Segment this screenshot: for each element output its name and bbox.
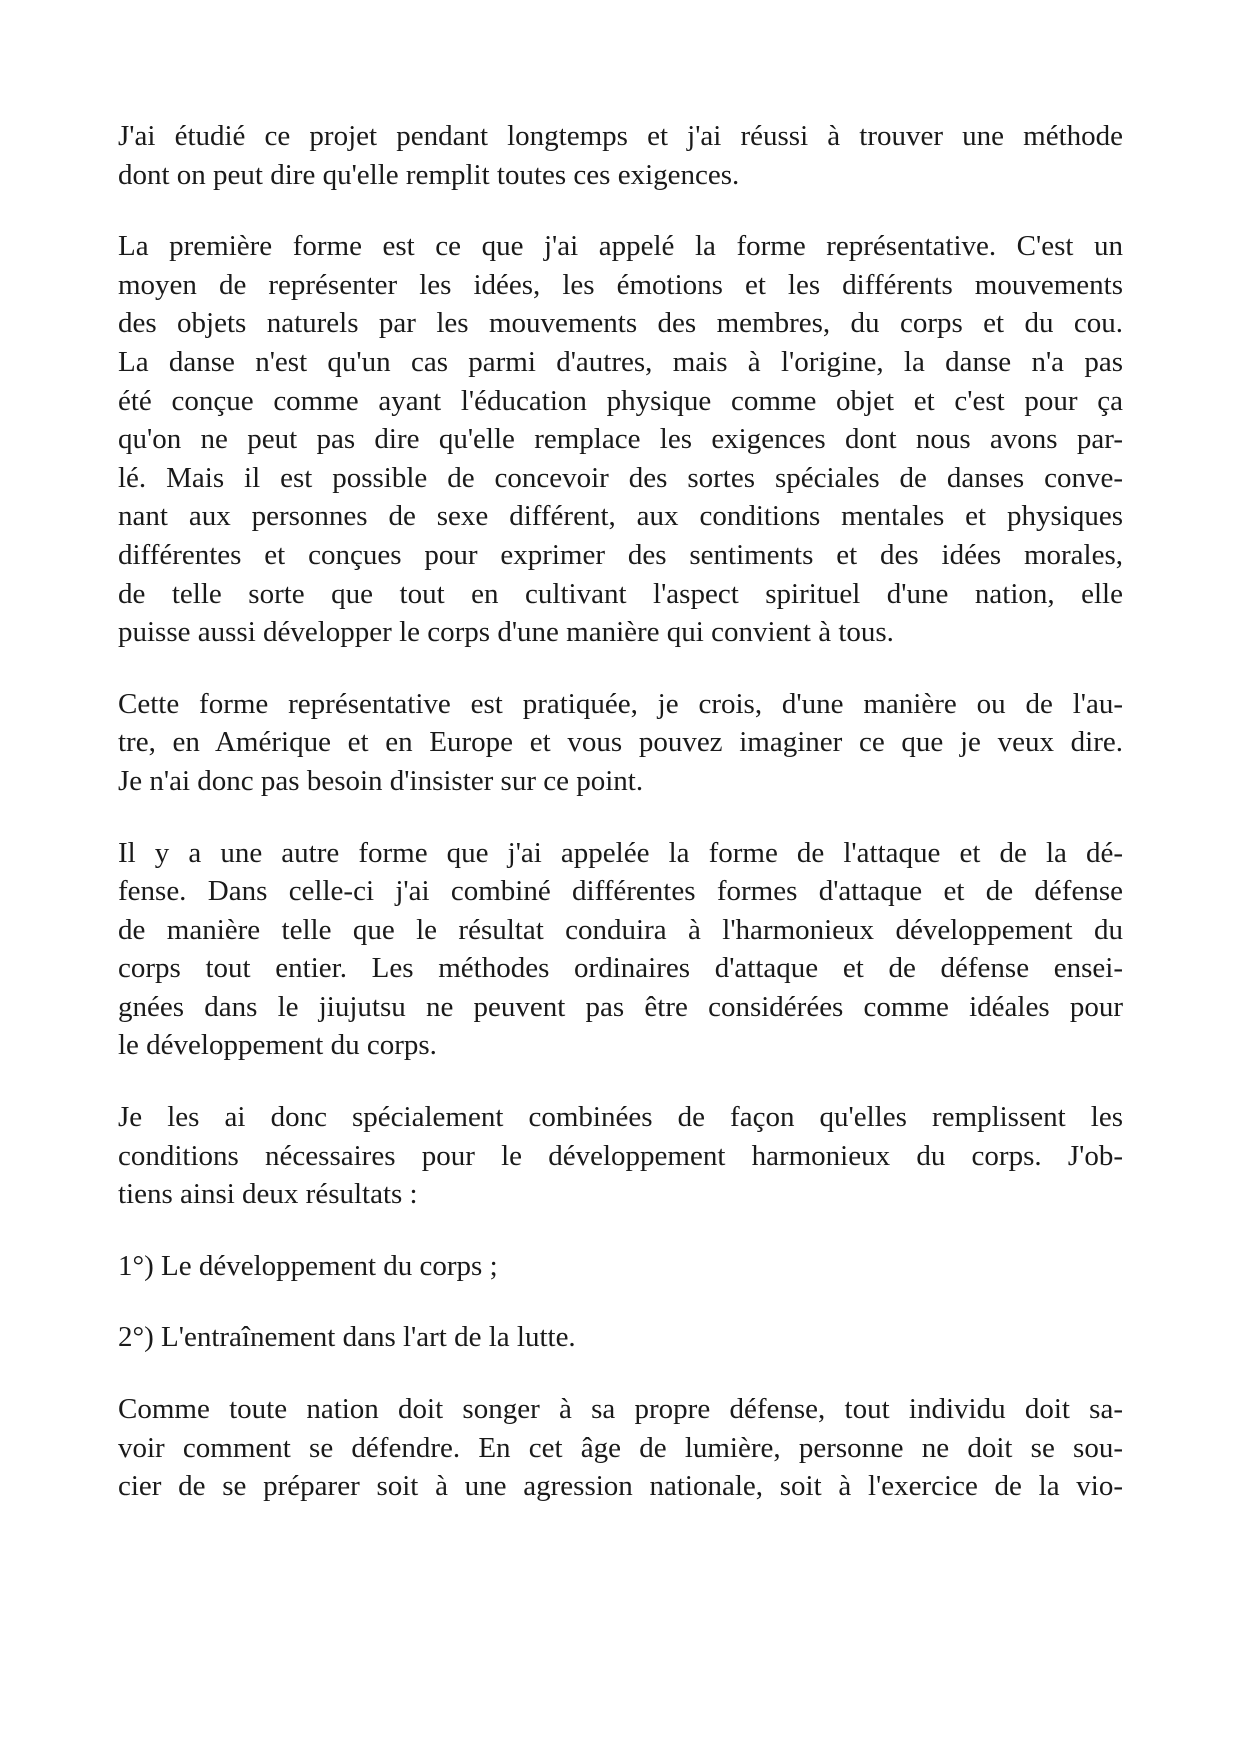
- text-line: J'ai étudié ce projet pendant longtemps et j'ai réussi à trouver une méthode: [118, 120, 1123, 152]
- text-line: de telle sorte que tout en cultivant l'aspect spirituel d'une nation, elle: [118, 577, 1123, 610]
- text-line: lé. Mais il est possible de concevoir des sortes spéciales de danses conve-: [118, 461, 1123, 494]
- paragraph-5: [118, 1098, 1123, 1214]
- text-line: été conçue comme ayant l'éducation physique comme objet et c'est pour ça: [118, 384, 1123, 417]
- list-item-2: [118, 1318, 1123, 1357]
- paragraph-4: [118, 834, 1123, 1066]
- document-body: [118, 117, 1123, 1539]
- paragraph-3: [118, 685, 1123, 801]
- text-line: le développement du corps.: [118, 1029, 437, 1062]
- text-line: Il y a une autre forme que j'ai appelée la forme de l'attaque et de la dé-: [118, 836, 1123, 869]
- text-line: moyen de représenter les idées, les émotions et les différents mouvements: [118, 268, 1123, 301]
- text-line: différentes et conçues pour exprimer des sentiments et des idées morales,: [118, 538, 1123, 571]
- text-line: La danse n'est qu'un cas parmi d'autres, mais à l'origine, la danse n'a pas: [118, 345, 1123, 378]
- text-line: conditions nécessaires pour le développement harmonieux du corps. J'ob-: [118, 1139, 1123, 1172]
- text-line: tre, en Amérique et en Europe et vous pouvez imaginer ce que je veux dire.: [118, 726, 1123, 759]
- text-line: Cette forme représentative est pratiquée, je crois, d'une manière ou de l'au-: [118, 687, 1123, 720]
- text-line: cier de se préparer soit à une agression nationale, soit à l'exercice de la vio-: [118, 1470, 1123, 1503]
- text-line: nant aux personnes de sexe différent, aux conditions mentales et physiques: [118, 500, 1123, 533]
- text-line: corps tout entier. Les méthodes ordinaires d'attaque et de défense ensei-: [118, 952, 1123, 985]
- text-line: voir comment se défendre. En cet âge de lumière, personne ne doit se sou-: [118, 1431, 1123, 1464]
- text-line: dont on peut dire qu'elle remplit toutes ces exigences.: [118, 158, 740, 191]
- text-line: de manière telle que le résultat conduira à l'harmonieux développement du: [118, 913, 1123, 946]
- text-line: gnées dans le jiujutsu ne peuvent pas être considérées comme idéales pour: [118, 990, 1123, 1023]
- list-item-1: [118, 1247, 1123, 1286]
- text-line: 2°) L'entraînement dans l'art de la lutte.: [118, 1321, 576, 1354]
- paragraph-1: [118, 117, 1123, 194]
- text-line: fense. Dans celle-ci j'ai combiné différentes formes d'attaque et de défense: [118, 875, 1123, 908]
- text-line: 1°) Le développement du corps ;: [118, 1249, 498, 1282]
- text-line: Je n'ai donc pas besoin d'insister sur ce point.: [118, 764, 644, 797]
- paragraph-2: [118, 227, 1123, 652]
- text-line: Je les ai donc spécialement combinées de façon qu'elles remplissent les: [118, 1101, 1123, 1134]
- text-line: des objets naturels par les mouvements des membres, du corps et du cou.: [118, 307, 1123, 340]
- text-line: qu'on ne peut pas dire qu'elle remplace les exigences dont nous avons par-: [118, 423, 1123, 456]
- text-line: tiens ainsi deux résultats :: [118, 1178, 418, 1211]
- text-line: puisse aussi développer le corps d'une manière qui convient à tous.: [118, 616, 894, 649]
- paragraph-6: [118, 1390, 1123, 1506]
- text-line: Comme toute nation doit songer à sa propre défense, tout individu doit sa-: [118, 1393, 1123, 1426]
- text-line: La première forme est ce que j'ai appelé la forme représentative. C'est un: [118, 230, 1123, 263]
